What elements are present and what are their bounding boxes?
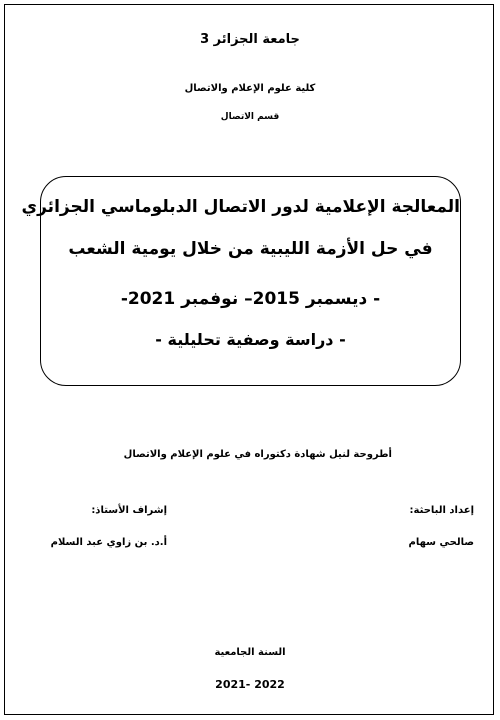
prepared-by-label: إعداد الباحثة:: [409, 505, 474, 516]
department-name: قسم الاتصال: [220, 112, 280, 122]
university-name: جامعة الجزائر 3: [200, 32, 300, 47]
title-line-2: في حل الأزمة الليبية من خلال يومية الشعب: [68, 239, 433, 259]
thesis-statement: أطروحة لنيل شهادة دكتوراه في علوم الإعلام والاتصال: [123, 449, 392, 460]
title-study-type: - دراسة وصفية تحليلية -: [155, 330, 346, 349]
supervisor-label: إشراف الأستاذ:: [91, 505, 167, 516]
academic-year: 2022 -2021: [215, 678, 285, 691]
researcher-name: صالحي سهام: [408, 537, 474, 548]
faculty-name: كلية علوم الإعلام والاتصال: [184, 83, 316, 94]
academic-year-label: السنة الجامعية: [214, 647, 286, 658]
title-line-1: المعالجة الإعلامية لدور الاتصال الدبلوماسي الجزائري: [21, 197, 460, 217]
title-box: [21, 176, 461, 386]
supervisor-name: أ.د. بن زاوي عبد السلام: [50, 537, 167, 548]
title-period: - ديسمبر 2015– نوفمبر 2021-: [120, 289, 381, 309]
